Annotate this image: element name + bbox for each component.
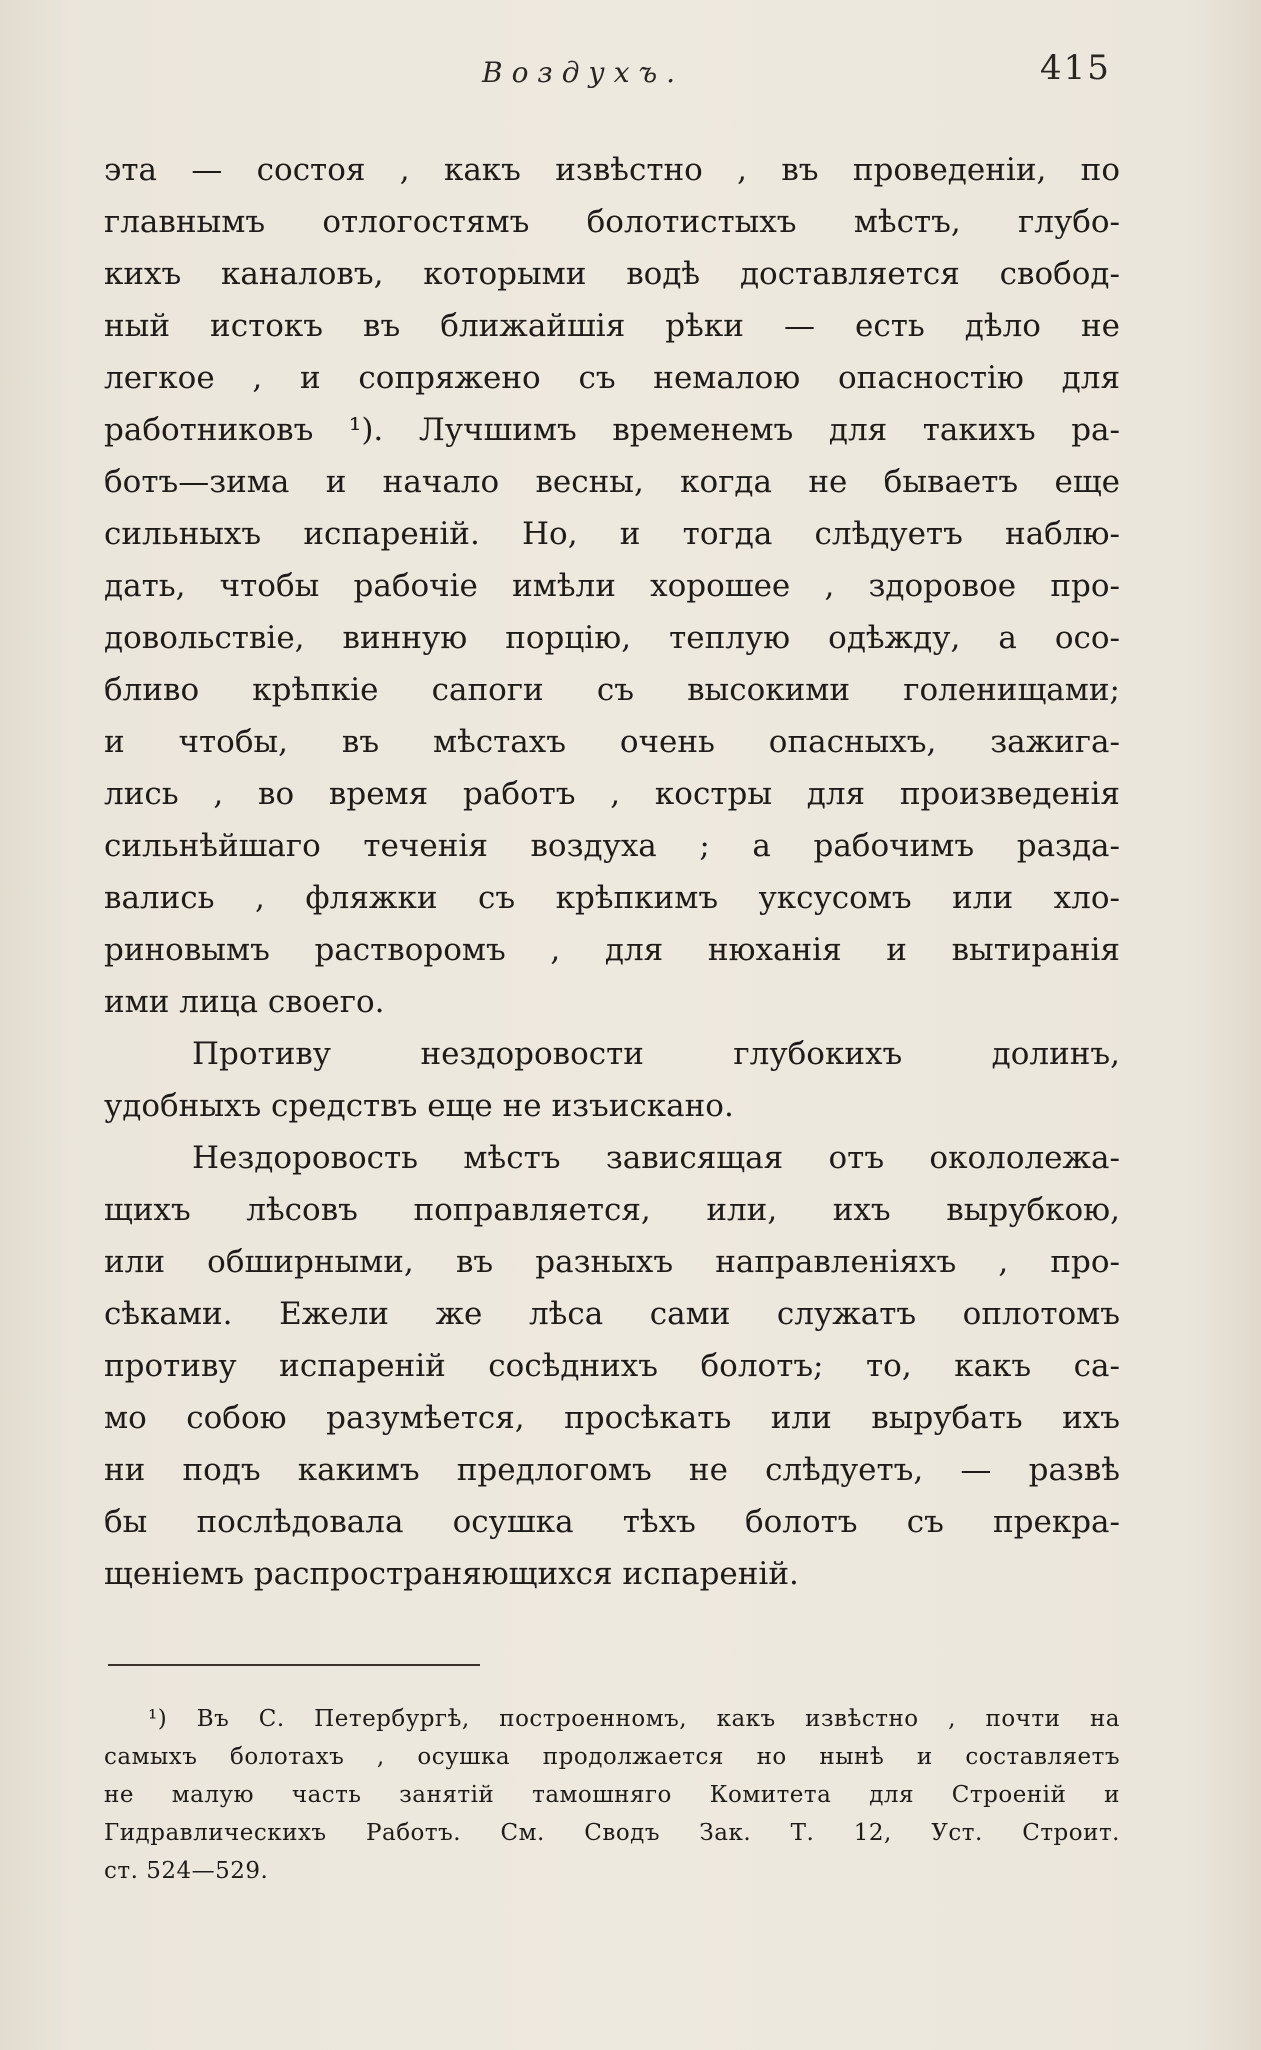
text-line: удобныхъ средствъ еще не изъискано.	[104, 1088, 734, 1124]
text-line: легкое , и сопряжено съ немалою опасностiю для	[104, 360, 1120, 396]
text-line: вались , фляжки съ крѣпкимъ уксусомъ или хло-	[104, 880, 1120, 916]
text-line: сильнѣйшаго теченiя воздуха ; а рабочимъ разда-	[104, 828, 1120, 864]
footnote-divider	[108, 1664, 480, 1666]
body-text	[104, 144, 1120, 1600]
text-line: кихъ каналовъ, которыми водѣ доставляется свобод-	[104, 256, 1120, 292]
text-line: щенiемъ распространяющихся испаренiй.	[104, 1556, 799, 1592]
footnote-line: ст. 524—529.	[104, 1858, 269, 1884]
paragraph-start-line: Нездоровость мѣстъ зависящая отъ окололежа-	[192, 1140, 1120, 1176]
text-line: щихъ лѣсовъ поправляется, или, ихъ вырубкою,	[104, 1192, 1120, 1228]
page-number: 415	[1040, 48, 1111, 88]
text-line: или обширными, въ разныхъ направленiяхъ , про-	[104, 1244, 1120, 1280]
text-line: ботъ—зима и начало весны, когда не бываетъ еще	[104, 464, 1120, 500]
text-line: бливо крѣпкiе сапоги съ высокими голенищами;	[104, 672, 1120, 708]
text-line: бы послѣдовала осушка тѣхъ болотъ съ прекра-	[104, 1504, 1120, 1540]
text-line: ный истокъ въ ближайшiя рѣки — есть дѣло не	[104, 308, 1120, 344]
footnotes	[104, 1700, 1120, 1890]
footnote-line: Гидравлическихъ Работъ. См. Сводъ Зак. Т. 12, Уст. Строит.	[104, 1820, 1120, 1846]
running-head: Воздухъ.	[482, 56, 685, 89]
text-line: противу испаренiй сосѣднихъ болотъ; то, какъ са-	[104, 1348, 1120, 1384]
text-line: работниковъ ¹). Лучшимъ временемъ для такихъ ра-	[104, 412, 1120, 448]
text-line: эта — состоя , какъ извѣстно , въ проведенiи, по	[104, 152, 1120, 188]
paragraph-start-line: Противу нездоровости глубокихъ долинъ,	[192, 1036, 1120, 1072]
footnote-line: самыхъ болотахъ , осушка продолжается но нынѣ и составляетъ	[104, 1744, 1120, 1770]
footnote-line: не малую часть занятiй тамошняго Комитета для Строенiй и	[104, 1782, 1120, 1808]
text-line: сѣками. Ежели же лѣса сами служатъ оплотомъ	[104, 1296, 1120, 1332]
footnote-line: ¹) Въ С. Петербургѣ, построенномъ, какъ извѣстно , почти на	[148, 1706, 1120, 1732]
text-line: довольствiе, винную порцiю, теплую одѣжду, а осо-	[104, 620, 1120, 656]
text-line: риновымъ растворомъ , для нюханiя и вытиранiя	[104, 932, 1120, 968]
text-line: сильныхъ испаренiй. Но, и тогда слѣдуетъ наблю-	[104, 516, 1120, 552]
text-line: дать, чтобы рабочiе имѣли хорошее , здоровое про-	[104, 568, 1120, 604]
text-line: ими лица своего.	[104, 984, 385, 1020]
text-line: главнымъ отлогостямъ болотистыхъ мѣстъ, глубо-	[104, 204, 1120, 240]
text-line: ни подъ какимъ предлогомъ не слѣдуетъ, — развѣ	[104, 1452, 1120, 1488]
text-line: и чтобы, въ мѣстахъ очень опасныхъ, зажига-	[104, 724, 1120, 760]
text-line: мо собою разумѣется, просѣкать или вырубать ихъ	[104, 1400, 1120, 1436]
text-line: лись , во время работъ , костры для произведенiя	[104, 776, 1120, 812]
